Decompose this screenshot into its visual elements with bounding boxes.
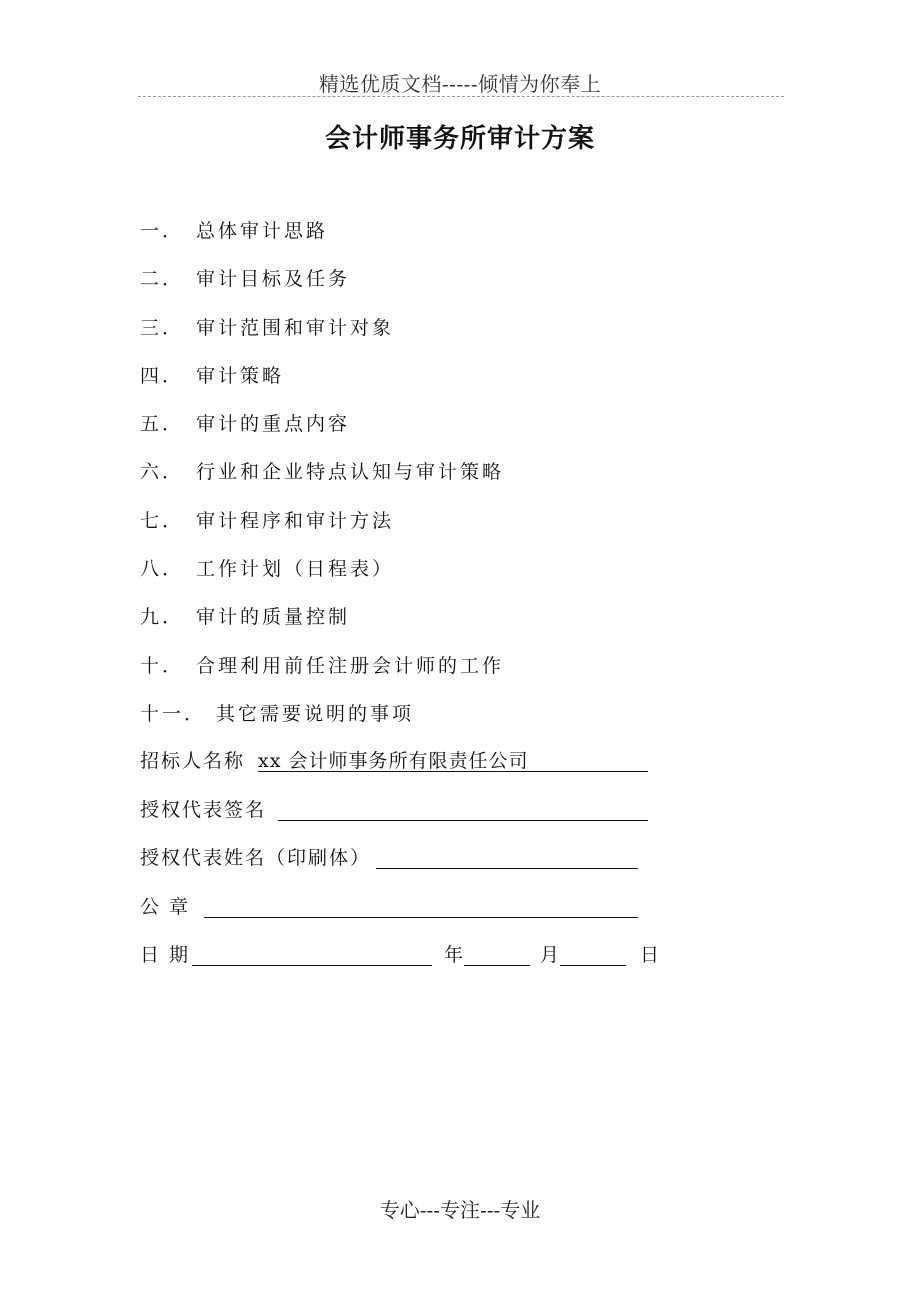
table-of-contents <box>140 216 504 747</box>
bidder-name-row <box>140 746 529 795</box>
seal-field[interactable] <box>204 917 638 918</box>
toc-item-label: 审计的重点内容 <box>196 413 351 436</box>
toc-item <box>140 554 504 602</box>
toc-item <box>140 313 504 361</box>
toc-item-label: 审计策略 <box>196 364 285 387</box>
rep-name-label: 授权代表姓名（印刷体） <box>140 847 372 869</box>
month-field[interactable] <box>560 965 626 966</box>
header-text: 精选优质文档-----倾情为你奉上 <box>318 72 602 96</box>
toc-item-label: 审计程序和审计方法 <box>196 509 395 532</box>
toc-item-number: 四． <box>140 364 185 387</box>
seal-row <box>140 892 371 941</box>
rep-signature-field[interactable] <box>278 820 648 821</box>
toc-item-number: 十一． <box>140 702 207 725</box>
page-footer: 专心---专注---专业 <box>379 1198 541 1222</box>
year-label: 年 <box>444 944 466 966</box>
toc-item <box>140 409 504 457</box>
toc-item-number: 一． <box>140 220 185 242</box>
bidder-name-value: xx 会计师事务所有限责任公司 <box>258 750 529 772</box>
toc-item-label: 审计目标及任务 <box>196 268 351 291</box>
toc-item <box>140 651 504 699</box>
rep-name-row <box>140 843 371 892</box>
document-title: 会计师事务所审计方案 <box>324 124 595 154</box>
header-divider <box>138 96 784 97</box>
bidder-name-underline[interactable] <box>258 771 648 772</box>
rep-signature-label: 授权代表签名 <box>140 798 267 821</box>
day-label: 日 <box>640 944 662 966</box>
month-label: 月 <box>540 944 562 966</box>
rep-signature-row <box>140 795 371 844</box>
date-field[interactable] <box>192 965 432 966</box>
toc-item <box>140 602 504 650</box>
bidder-name-label: 招标人名称 <box>140 750 246 772</box>
toc-item <box>140 264 504 312</box>
date-label: 日 期 <box>140 944 191 966</box>
toc-item <box>140 457 504 505</box>
signature-form <box>140 746 662 989</box>
toc-item <box>140 216 504 264</box>
toc-item <box>140 361 504 409</box>
toc-item-label: 审计范围和审计对象 <box>196 316 395 339</box>
toc-item <box>140 506 504 554</box>
rep-name-field[interactable] <box>376 868 638 869</box>
toc-item-label: 其它需要说明的事项 <box>216 702 415 725</box>
toc-item-number: 三． <box>140 316 185 339</box>
toc-item <box>140 699 504 747</box>
year-field[interactable] <box>464 965 530 966</box>
toc-item-label: 审计的质量控制 <box>196 606 351 629</box>
toc-item-number: 六． <box>140 461 185 484</box>
toc-item-number: 五． <box>140 413 185 436</box>
toc-item-label: 行业和企业特点认知与审计策略 <box>196 461 505 484</box>
seal-label: 公 章 <box>140 895 191 918</box>
toc-item-number: 九． <box>140 606 185 629</box>
toc-item-number: 二． <box>140 268 185 291</box>
toc-item-label: 总体审计思路 <box>196 220 329 242</box>
date-row <box>140 940 662 989</box>
toc-item-label: 合理利用前任注册会计师的工作 <box>196 654 505 677</box>
toc-item-number: 十． <box>140 654 185 677</box>
toc-item-number: 八． <box>140 558 185 581</box>
toc-item-label: 工作计划（日程表） <box>196 558 395 581</box>
toc-item-number: 七． <box>140 509 185 532</box>
